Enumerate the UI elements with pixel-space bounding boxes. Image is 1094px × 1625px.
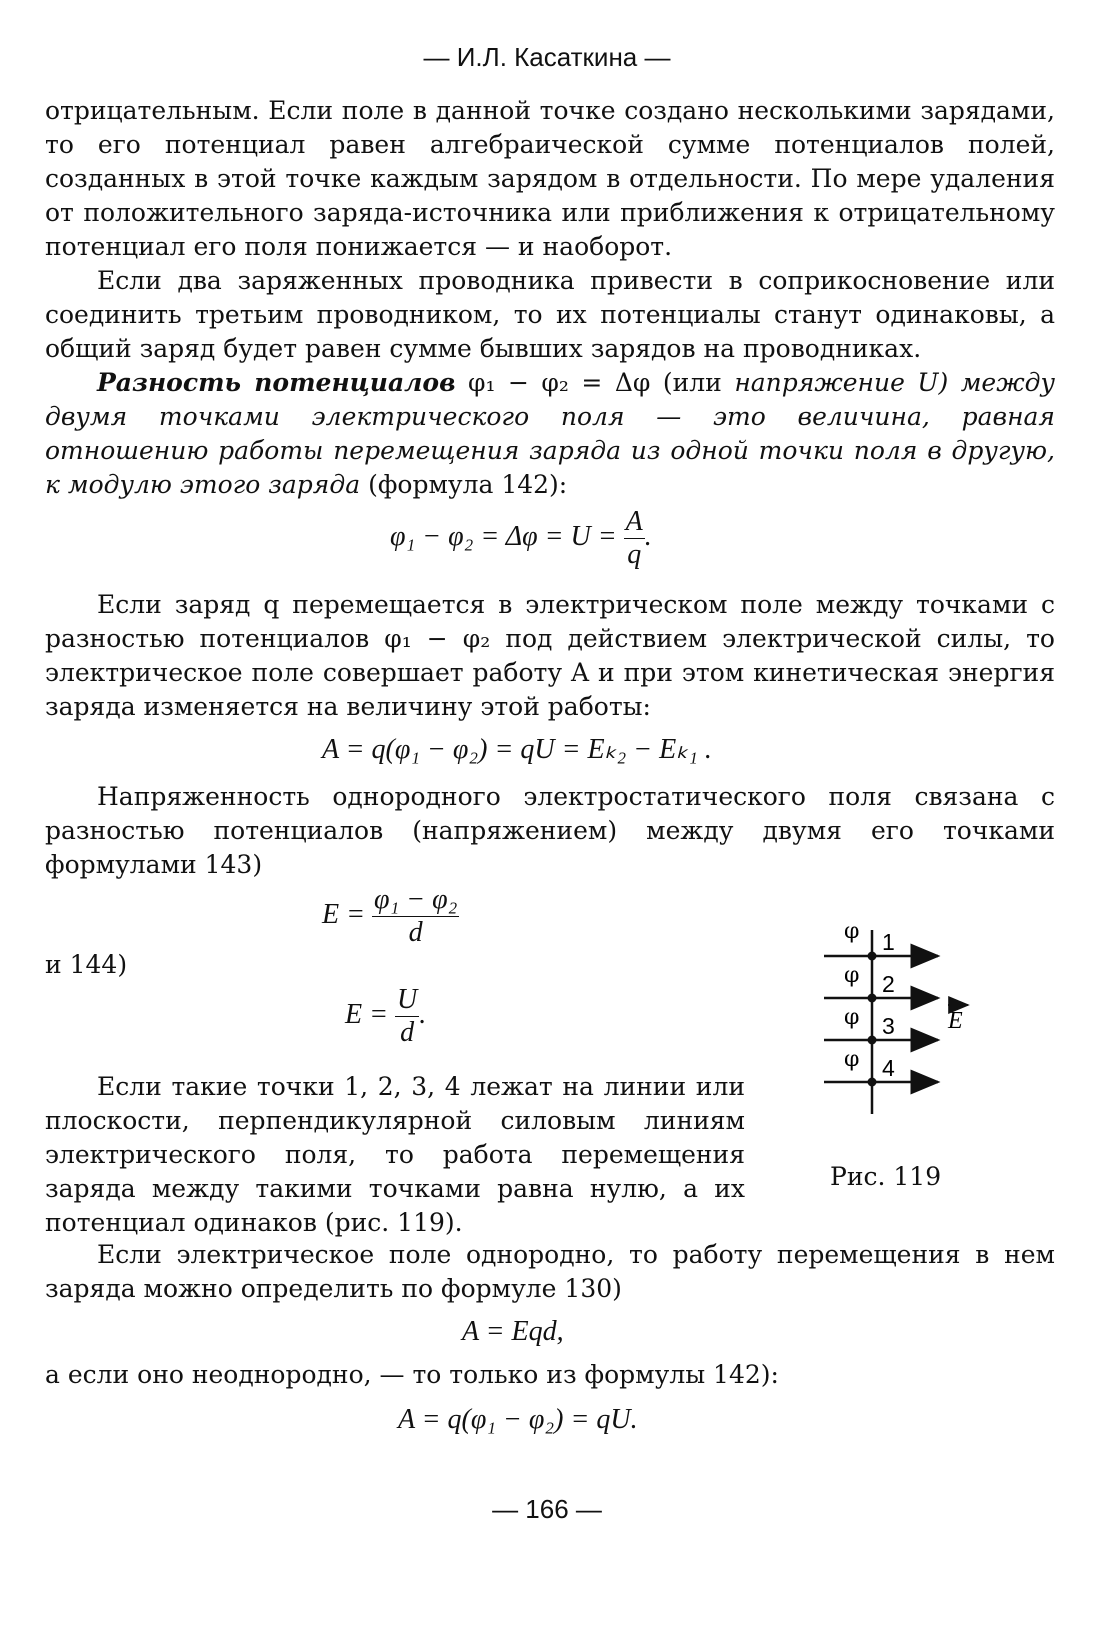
formula-144 bbox=[345, 984, 426, 1049]
formula-144-fraction bbox=[395, 984, 419, 1049]
running-header: — И.Л. Касаткина — bbox=[423, 42, 671, 72]
paragraph-8: а если оно неоднородно, — то только из формулы 142): bbox=[45, 1360, 779, 1389]
alt-term-voltage: напряжение U bbox=[734, 368, 939, 397]
paragraph-1: отрицательным. Если поле в данной точке создано несколькими зарядами, то его потенциал равен алгебраической сумме потенциалов полей, созданных в этой точке каждым зарядом в отдельности. По мере удаления от положительного заряда-источника или приближения к отрицательному потенциал его поля понижается — и наоборот. bbox=[45, 96, 1055, 261]
formula-143-den: d bbox=[408, 917, 423, 948]
paragraph-3 bbox=[45, 366, 1055, 502]
formula-143 bbox=[322, 884, 459, 949]
phi-label-4: φ bbox=[844, 1047, 860, 1072]
point-4 bbox=[868, 1078, 877, 1087]
formula-143-fraction bbox=[372, 884, 459, 949]
formula-142-fraction bbox=[624, 506, 645, 571]
point-label-3: 3 bbox=[882, 1013, 895, 1039]
vector-e-label: E bbox=[948, 1008, 963, 1034]
and-144-label: и 144) bbox=[45, 950, 128, 979]
body-text-top bbox=[45, 94, 1055, 502]
formula-143-num: φ₁ − φ₂ bbox=[374, 884, 458, 915]
formula-142 bbox=[390, 506, 652, 571]
formula-142-end: . bbox=[644, 520, 652, 552]
paragraph-7: Если электрическое поле однородно, то работу перемещения в нем заряда можно определить по формуле 130) bbox=[45, 1240, 1055, 1303]
formula-142-den: q bbox=[627, 539, 642, 570]
figure-caption: Рис. 119 bbox=[830, 1162, 942, 1191]
point-1 bbox=[868, 952, 877, 961]
body-text-field bbox=[45, 780, 1055, 882]
formula-144-lhs: E = bbox=[345, 998, 395, 1030]
point-label-4: 4 bbox=[882, 1055, 895, 1081]
page-number: — 166 — bbox=[492, 1494, 602, 1524]
formula-final: A = q(φ₁ − φ₂) = qU. bbox=[398, 1404, 638, 1435]
formula-142-lhs: φ₁ − φ₂ = Δφ = U = bbox=[390, 520, 624, 552]
phi-label-3: φ bbox=[844, 1005, 860, 1030]
formula-144-den: d bbox=[400, 1017, 415, 1048]
definition-text: ) между двумя точками электрического поля — это величина, равная отношению работы перемещения заряда из одной точки поля в другую, к модулю этого заряда bbox=[45, 368, 1055, 499]
point-label-1: 1 bbox=[882, 929, 895, 955]
paragraph-6: Если такие точки 1, 2, 3, 4 лежат на линии или плоскости, перпендикулярной силовым линиям электрического поля, то работа перемещения заряда между такими точками равна нулю, а их потенциал одинаков (рис. 119). bbox=[45, 1072, 745, 1237]
formula-reference: (формула 142): bbox=[360, 470, 568, 499]
figure-119 bbox=[820, 912, 1000, 1122]
point-3 bbox=[868, 1036, 877, 1045]
body-text-middle bbox=[45, 588, 1055, 724]
formula-142-num: A bbox=[625, 506, 643, 537]
formula-work: A = q(φ₁ − φ₂) = qU = Eₖ₂ − Eₖ₁ . bbox=[322, 734, 712, 765]
phi-label-2: φ bbox=[844, 963, 860, 988]
paragraph-2: Если два заряженных проводника привести в соприкосновение или соединить третьим проводником, то их потенциалы станут одинаковы, а общий заряд будет равен сумме бывших зарядов на проводниках. bbox=[45, 266, 1055, 363]
inline-formula: φ₁ − φ₂ = Δφ (или bbox=[455, 368, 735, 397]
paragraph-4: Если заряд q перемещается в электрическом поле между точками с разностью потенциалов φ₁ − φ₂ под действием электрической силы, то электрическое поле совершает работу A и при этом кинетическая энергия заряда изменяется на величину этой работы: bbox=[45, 590, 1055, 721]
point-label-2: 2 bbox=[882, 971, 895, 997]
formula-130: A = Eqd, bbox=[462, 1316, 564, 1347]
paragraph-5: Напряженность однородного электростатического поля связана с разностью потенциалов (напряжением) между двумя его точками формулами 143) bbox=[45, 782, 1055, 879]
formula-144-num: U bbox=[397, 984, 418, 1015]
formula-143-lhs: E = bbox=[322, 898, 372, 930]
term-potential-difference: Разность потенциалов bbox=[97, 368, 456, 397]
point-2 bbox=[868, 994, 877, 1003]
formula-144-end: . bbox=[419, 998, 427, 1030]
body-text-figure-side bbox=[45, 1070, 745, 1240]
body-text-bottom bbox=[45, 1238, 1055, 1306]
phi-label-1: φ bbox=[844, 919, 860, 944]
